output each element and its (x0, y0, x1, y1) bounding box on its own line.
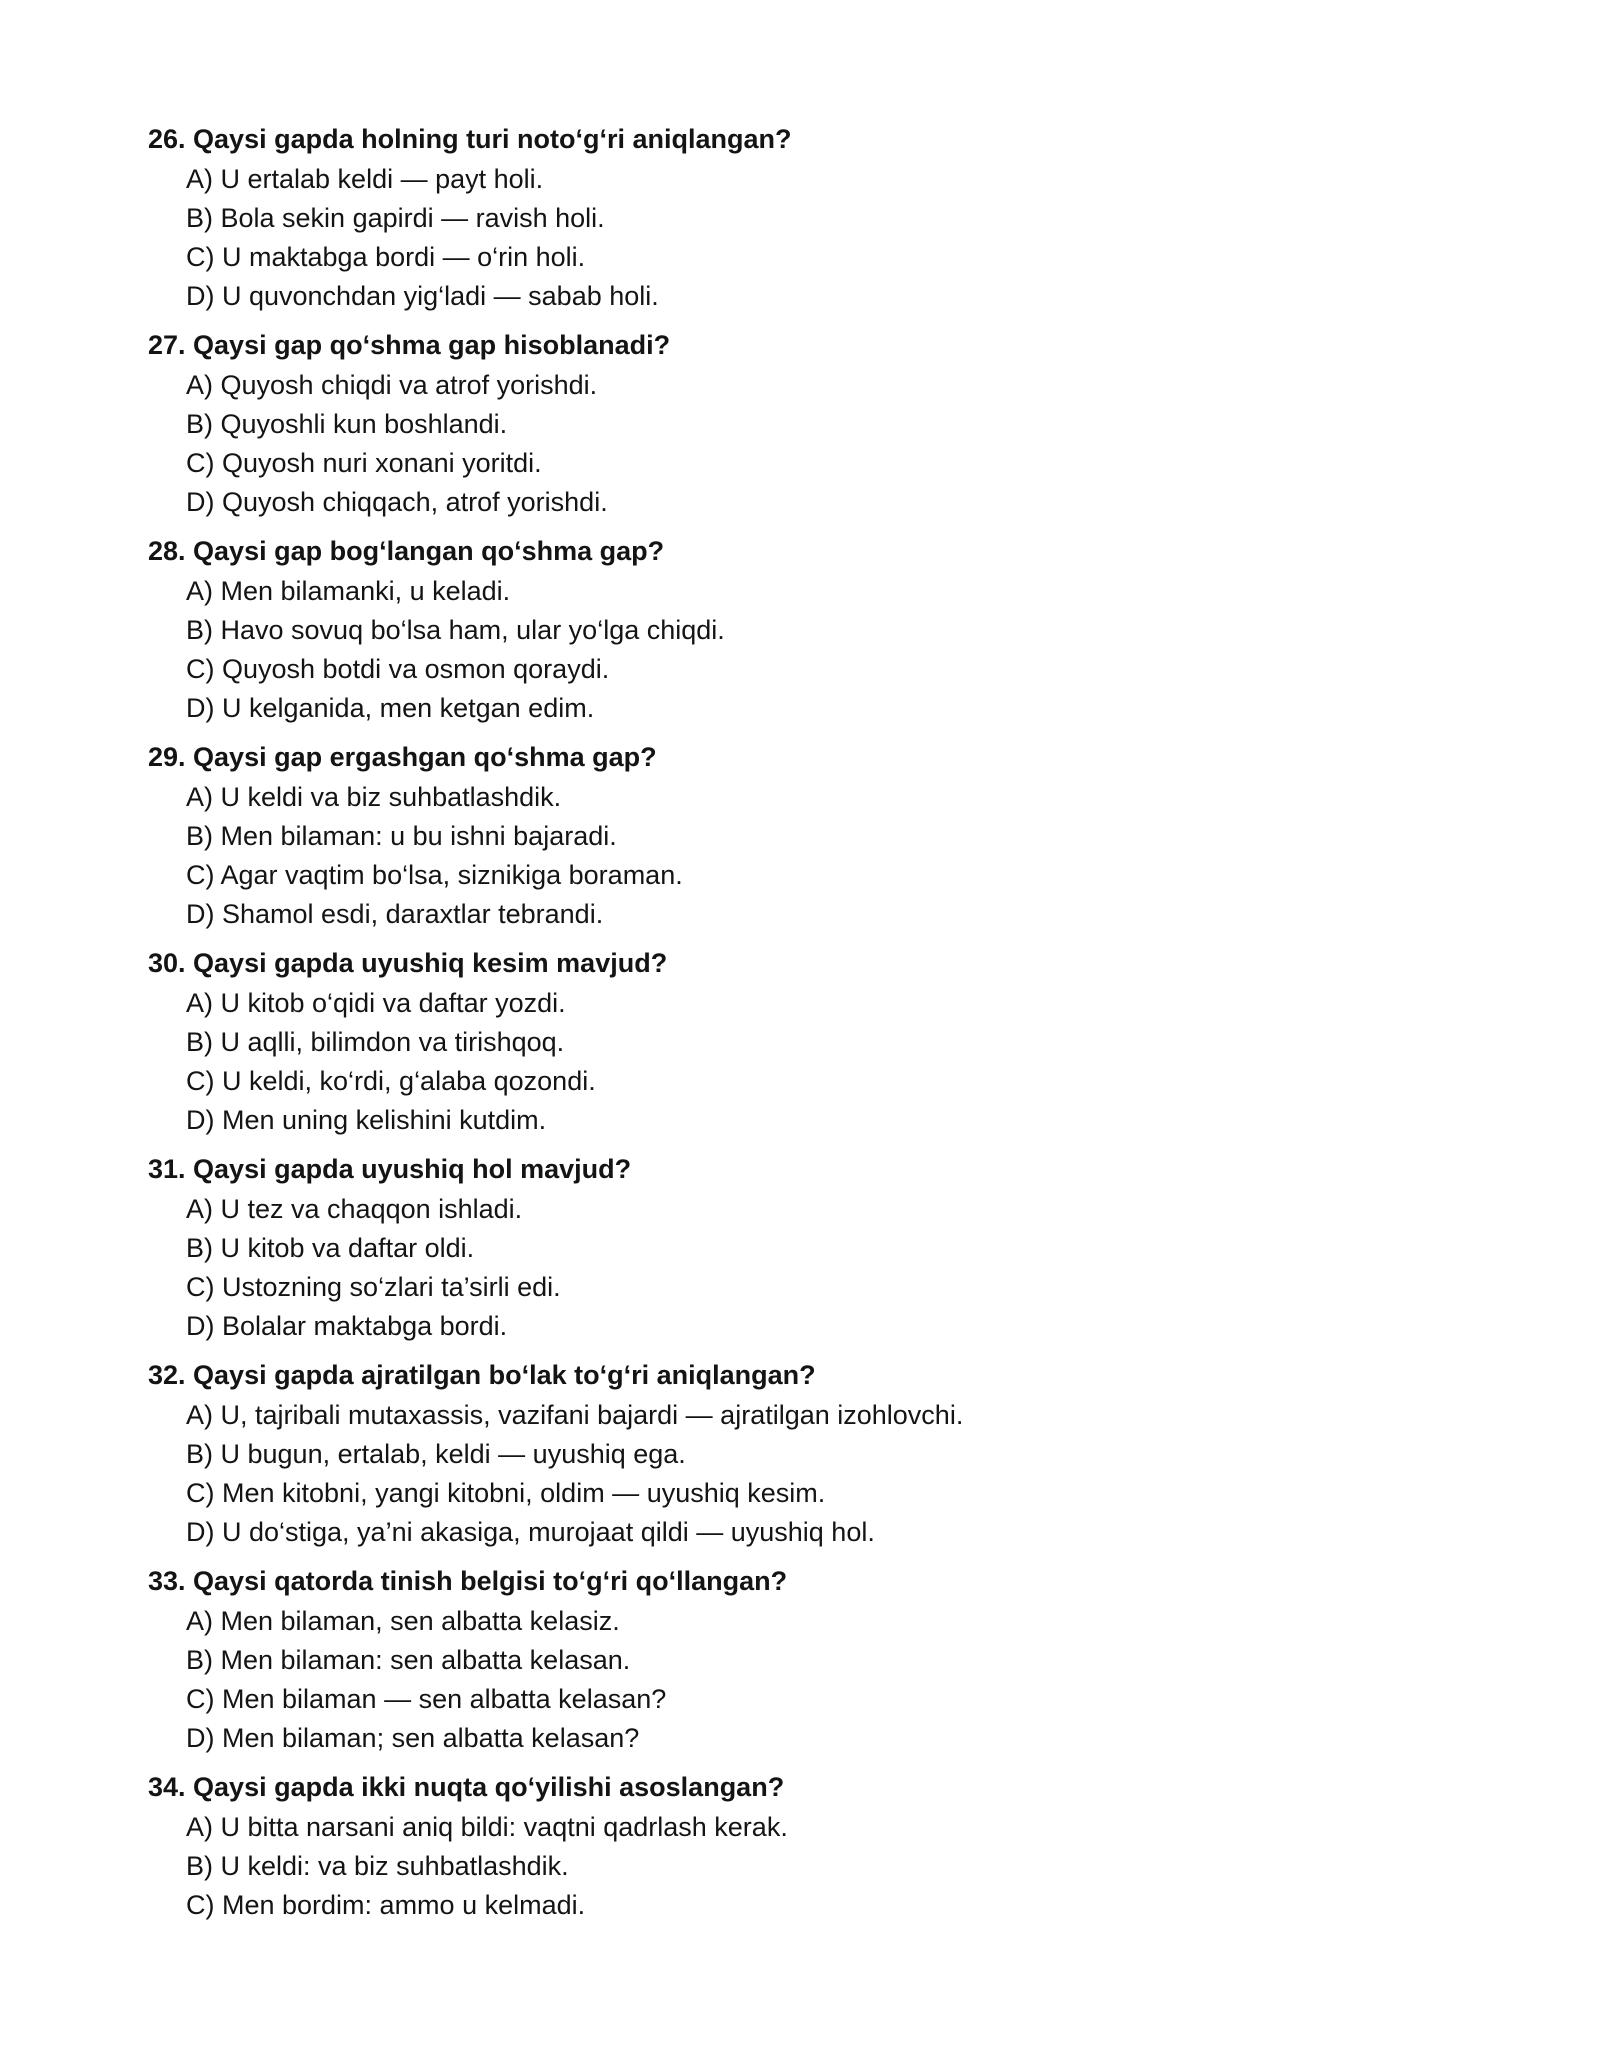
option-d: D) U quvonchdan yig‘ladi — sabab holi. (186, 281, 659, 311)
option-d: D) Shamol esdi, daraxtlar tebrandi. (186, 899, 604, 929)
option-d: D) Bolalar maktabga bordi. (186, 1311, 508, 1341)
option-b: B) U aqlli, bilimdon va tirishqoq. (186, 1027, 565, 1057)
question-title: 33. Qaysi qatorda tinish belgisi to‘g‘ri qo‘llangan? (148, 1566, 788, 1596)
option-c: C) U maktabga bordi — o‘rin holi. (186, 242, 586, 272)
option-b: B) U kitob va daftar oldi. (186, 1233, 475, 1263)
question-27 (148, 327, 1528, 522)
question-title: 32. Qaysi gapda ajratilgan bo‘lak to‘g‘ri aniqlangan? (148, 1360, 816, 1390)
option-d: D) U do‘stiga, ya’ni akasiga, murojaat qildi — uyushiq hol. (186, 1517, 875, 1547)
question-29 (148, 739, 1528, 934)
option-d: D) Men bilaman; sen albatta kelasan? (186, 1723, 640, 1753)
question-33 (148, 1563, 1528, 1758)
question-30 (148, 945, 1528, 1140)
option-a: A) U bitta narsani aniq bildi: vaqtni qadrlash kerak. (186, 1812, 788, 1842)
option-c: C) Men bordim: ammo u kelmadi. (186, 1890, 586, 1920)
option-c: C) Men kitobni, yangi kitobni, oldim — uyushiq kesim. (186, 1478, 826, 1508)
option-d: D) Quyosh chiqqach, atrof yorishdi. (186, 487, 608, 517)
question-title: 27. Qaysi gap qo‘shma gap hisoblanadi? (148, 330, 671, 360)
option-c: C) U keldi, ko‘rdi, g‘alaba qozondi. (186, 1066, 596, 1096)
option-a: A) U keldi va biz suhbatlashdik. (186, 782, 562, 812)
question-title: 28. Qaysi gap bog‘langan qo‘shma gap? (148, 536, 665, 566)
option-b: B) Men bilaman: u bu ishni bajaradi. (186, 821, 617, 851)
option-c: C) Men bilaman — sen albatta kelasan? (186, 1684, 667, 1714)
option-a: A) U ertalab keldi — payt holi. (186, 164, 544, 194)
option-c: C) Quyosh nuri xonani yoritdi. (186, 448, 542, 478)
question-34 (148, 1769, 1528, 1925)
question-32 (148, 1357, 1528, 1552)
option-a: A) Men bilamanki, u keladi. (186, 576, 511, 606)
question-28 (148, 533, 1528, 728)
option-b: B) U bugun, ertalab, keldi — uyushiq ega. (186, 1439, 686, 1469)
question-26 (148, 121, 1528, 316)
question-31 (148, 1151, 1528, 1346)
option-a: A) U kitob o‘qidi va daftar yozdi. (186, 988, 566, 1018)
option-c: C) Ustozning so‘zlari ta’sirli edi. (186, 1272, 561, 1302)
option-a: A) U, tajribali mutaxassis, vazifani bajardi — ajratilgan izohlovchi. (186, 1400, 964, 1430)
question-title: 26. Qaysi gapda holning turi noto‘g‘ri aniqlangan? (148, 124, 792, 154)
question-title: 31. Qaysi gapda uyushiq hol mavjud? (148, 1154, 632, 1184)
question-title: 30. Qaysi gapda uyushiq kesim mavjud? (148, 948, 668, 978)
question-list (148, 121, 1528, 1936)
question-title: 29. Qaysi gap ergashgan qo‘shma gap? (148, 742, 657, 772)
option-a: A) U tez va chaqqon ishladi. (186, 1194, 523, 1224)
option-b: B) Havo sovuq bo‘lsa ham, ular yo‘lga chiqdi. (186, 615, 725, 645)
option-b: B) Quyoshli kun boshlandi. (186, 409, 508, 439)
option-b: B) Men bilaman: sen albatta kelasan. (186, 1645, 631, 1675)
question-title: 34. Qaysi gapda ikki nuqta qo‘yilishi asoslangan? (148, 1772, 785, 1802)
option-b: B) Bola sekin gapirdi — ravish holi. (186, 203, 605, 233)
option-a: A) Quyosh chiqdi va atrof yorishdi. (186, 370, 598, 400)
option-c: C) Agar vaqtim bo‘lsa, siznikiga boraman. (186, 860, 683, 890)
option-c: C) Quyosh botdi va osmon qoraydi. (186, 654, 610, 684)
option-a: A) Men bilaman, sen albatta kelasiz. (186, 1606, 620, 1636)
option-d: D) Men uning kelishini kutdim. (186, 1105, 547, 1135)
option-b: B) U keldi: va biz suhbatlashdik. (186, 1851, 569, 1881)
option-d: D) U kelganida, men ketgan edim. (186, 693, 595, 723)
